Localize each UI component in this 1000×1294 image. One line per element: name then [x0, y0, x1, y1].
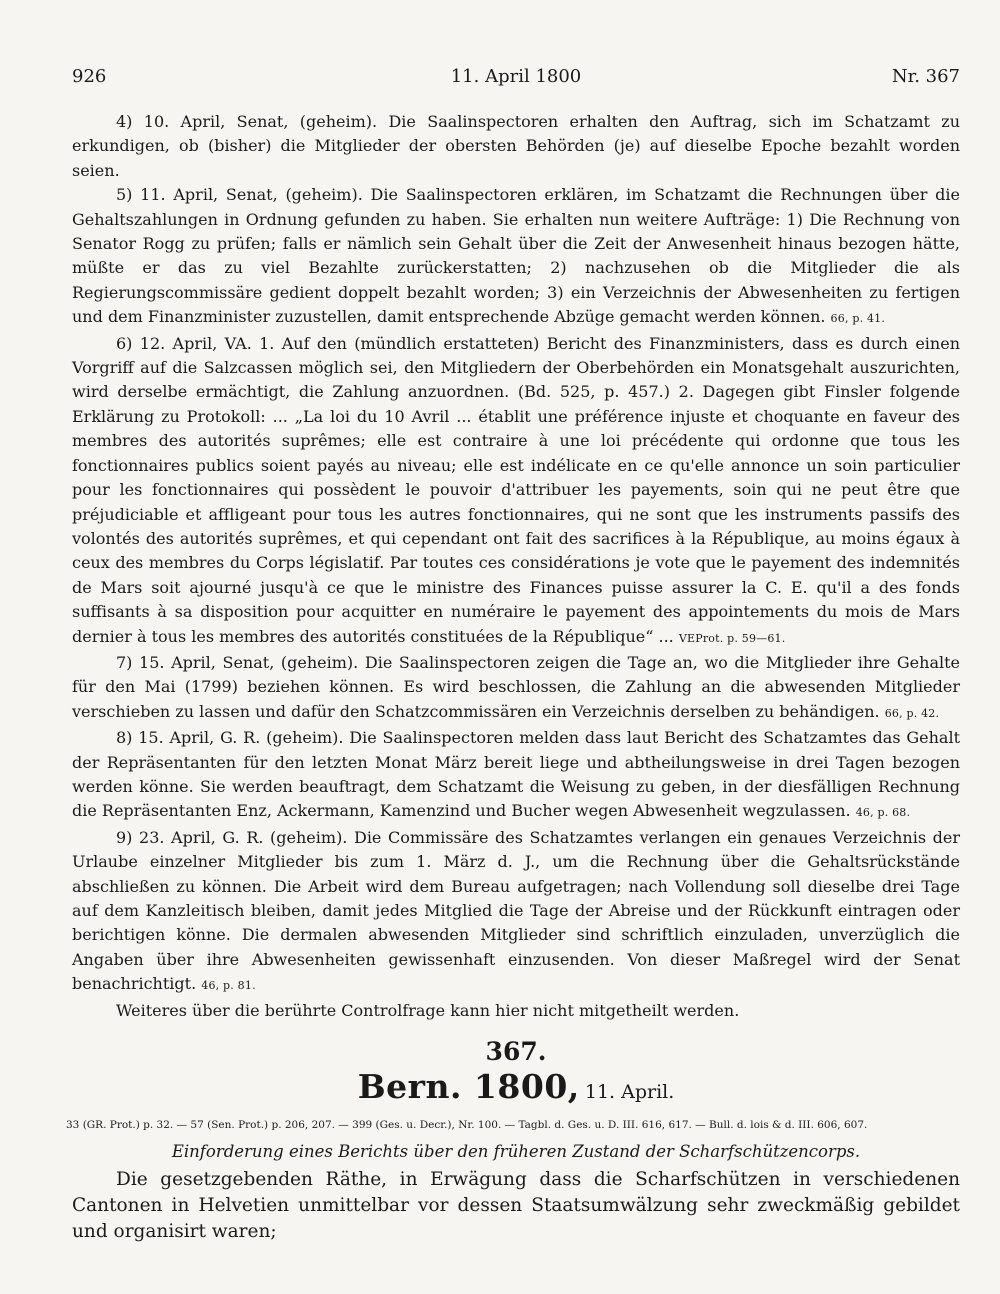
- source-reference: VEProt. p. 59—61.: [678, 631, 786, 645]
- page-body: [66, 110, 960, 1245]
- page-number: 926: [72, 66, 107, 87]
- entry-text: 4) 10. April, Senat, (geheim). Die Saalinspectoren erhalten den Auftrag, sich im Schatzamt zu erkundigen, ob (bisher) die Mitglieder der obersten Behörden (je) auf dieselbe Epoche bezahlt worden seien.: [72, 112, 960, 180]
- header-date: 11. April 1800: [450, 66, 582, 87]
- entry-8: [72, 726, 960, 826]
- running-header: [72, 66, 960, 90]
- source-reference: 46, p. 81.: [201, 979, 256, 993]
- entry-text: 9) 23. April, G. R. (geheim). Die Commissäre des Schatzamtes verlangen ein genaues Verzeichnis der Urlaube einzelner Mitglieder bis zum 1. März d. J., um die Rechnung über die Gehaltsrückstände abschließen zu können. Die Arbeit wird dem Bureau aufgetragen; nach Vollendung soll dieselbe drei Tage auf dem Kanzleitisch bleiben, damit jedes Mitglied die Tage der Abreise und der Rückkunft eintragen oder berichtigen könne. Die dermalen abwesenden Mitglieder sind schriftlich einzuladen, unverzüglich die Angaben über ihre Abwesenheiten gewissenhaft einzusenden. Von dieser Maßregel wird der Senat benachrichtigt.: [72, 827, 960, 994]
- document-text: Die gesetzgebenden Räthe, in Erwägung dass die Scharfschützen in verschiedenen Cantonen in Helvetien unmittelbar vor dessen Staatsumwälzung sehr zweckmäßig gebildet und organisirt waren;: [72, 1169, 960, 1243]
- header-document-number: Nr. 367: [891, 66, 960, 87]
- entry-9: [72, 826, 960, 999]
- entry-6: [72, 332, 960, 651]
- document-sources: 33 (GR. Prot.) p. 32. — 57 (Sen. Prot.) p. 206, 207. — 399 (Ges. u. Decr.), Nr. 100. — Tagbl. d. Ges. u. D. III. 616, 617. — Bull. d. lois & d. III. 606, 607.: [66, 1119, 868, 1132]
- document-place-year: Bern. 1800,: [357, 1067, 580, 1107]
- document-day: 11. April.: [584, 1081, 675, 1104]
- entry-text: 8) 15. April, G. R. (geheim). Die Saalinspectoren melden dass laut Bericht des Schatzamtes das Gehalt der Repräsentanten für den letzten Monat März bereit liege und abtheilungsweise in drei Tagen bezogen werden könne. Sie werden beauftragt, dem Schatzamt die Weisung zu geben, in der diesfälligen Rechnung die Repräsentanten Enz, Ackermann, Kamenzind und Bucher wegen Abwesenheit wegzulassen.: [72, 728, 960, 821]
- document-number: 367.: [485, 1037, 547, 1067]
- source-reference: 46, p. 68.: [855, 806, 911, 820]
- entry-4: [72, 110, 960, 183]
- entry-5: [72, 183, 960, 331]
- document-subject: Einforderung eines Berichts über den früheren Zustand der Scharfschützencorps.: [171, 1142, 861, 1162]
- entry-text: 5) 11. April, Senat, (geheim). Die Saalinspectoren erklären, im Schatzamt die Rechnungen über die Gehaltszahlungen in Ordnung gefunden zu haben. Sie erhalten nun weitere Aufträge: 1) Die Rechnung von Senator Rogg zu prüfen; falls er nämlich sein Gehalt über die Zeit der Anwesenheit hinaus bezogen hätte, müßte er das zu viel Bezahlte zurückerstatten; 2) nachzusehen ob die Mitglieder die als Regierungscommissäre gedient doppelt bezahlt worden; 3) ein Verzeichnis der Abwesenheiten zu fertigen und dem Finanzminister zuzustellen, damit entsprechende Abzüge gemacht werden können.: [72, 185, 960, 327]
- entry-text: 7) 15. April, Senat, (geheim). Die Saalinspectoren zeigen die Tage an, wo die Mitglieder ihre Gehalte für den Mai (1799) beziehen können. Es wird beschlossen, die Zahlung an die abwesenden Mitglieder verschieben zu lassen und dafür den Schatzcommissären ein Verzeichnis derselben zu behändigen.: [72, 652, 960, 721]
- closing-note: Weiteres über die berührte Controlfrage kann hier nicht mitgetheilt werden.: [116, 1000, 740, 1020]
- source-reference: 66, p. 42.: [884, 706, 940, 720]
- entry-7: [72, 651, 960, 726]
- entry-text: 6) 12. April, VA. 1. Auf den (mündlich erstatteten) Bericht des Finanzministers, dass es durch einen Vorgriff auf die Salzcassen möglich sei, den Mitgliedern der Oberbehörden ein Monatsgehalt auszurichten, wird derselbe ermächtigt, die Zahlung anzuordnen. (Bd. 525, p. 457.) 2. Dagegen gibt Finsler folgende Erklärung zu Protokoll: ... „La loi du 10 Avril ... établit une préférence injuste et choquante en faveur des membres des autorités suprêmes; elle est contraire à une loi précédente qui ordonne que tous les fonctionnaires publics soient payés au niveau; elle est indélicate en ce qu'elle annonce un soin particulier pour les fonctionnaires qui possèdent le pouvoir d'attribuer les payements, soin qui ne peut être que préjudiciable et affligeant pour tous les autres fonctionnaires, qui ne sont que les instruments passifs des volontés des autorités suprêmes, et qui cependant ont fait des sacrifices à la République, au moins égaux à ceux des membres du Corps législatif. Par toutes ces considérations je vote que le payement des indemnités de Mars soit ajourné jusqu'à ce que le ministre des Finances puisse assurer la C. E. qu'il a des fonds suffisants à sa disposition pour acquitter en numéraire le payement des appointements du mois de Mars dernier à tous les membres des autorités constituées de la République“ ...: [72, 333, 960, 646]
- source-reference: 66, p. 41.: [830, 312, 886, 326]
- document-dateline: [72, 1067, 960, 1113]
